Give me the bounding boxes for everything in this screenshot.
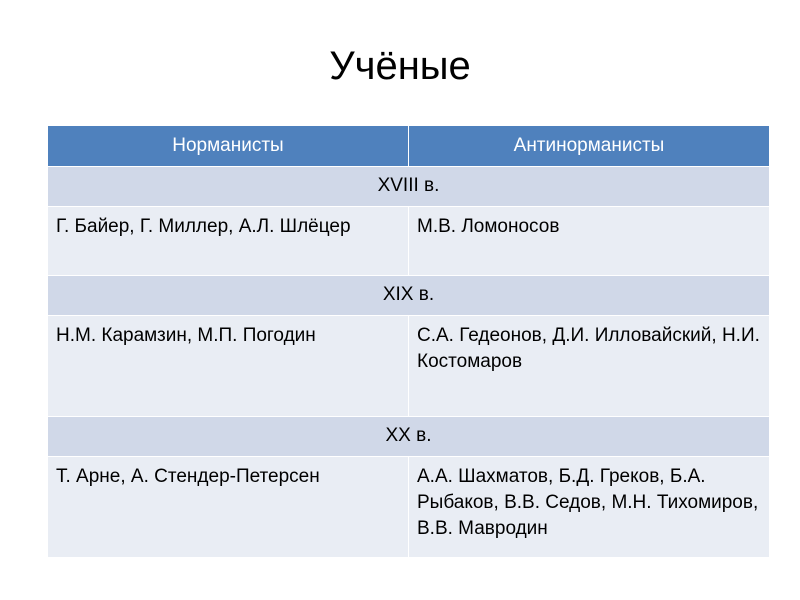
scientists-table [47, 125, 770, 558]
table-row [48, 207, 770, 276]
table-row [48, 457, 770, 558]
century-row-19 [48, 276, 770, 316]
normanists-cell: Т. Арне, А. Стендер-Петерсен [48, 457, 409, 558]
century-label: XX в. [48, 417, 770, 457]
century-row-20 [48, 417, 770, 457]
normanists-cell: Г. Байер, Г. Миллер, А.Л. Шлёцер [48, 207, 409, 276]
century-label: XVIII в. [48, 167, 770, 207]
slide-title: Учёные [329, 44, 471, 88]
header-antinormanists: Антинорманисты [409, 126, 770, 167]
century-label: XIX в. [48, 276, 770, 316]
header-normanists: Норманисты [48, 126, 409, 167]
normanists-cell: Н.М. Карамзин, М.П. Погодин [48, 316, 409, 417]
antinormanists-cell: А.А. Шахматов, Б.Д. Греков, Б.А. Рыбаков, В.В. Седов, М.Н. Тихомиров, В.В. Мавродин [409, 457, 770, 558]
table-row [48, 316, 770, 417]
century-row-18 [48, 167, 770, 207]
table-header-row [48, 126, 770, 167]
antinormanists-cell: М.В. Ломоносов [409, 207, 770, 276]
antinormanists-cell: С.А. Гедеонов, Д.И. Илловайский, Н.И. Костомаров [409, 316, 770, 417]
